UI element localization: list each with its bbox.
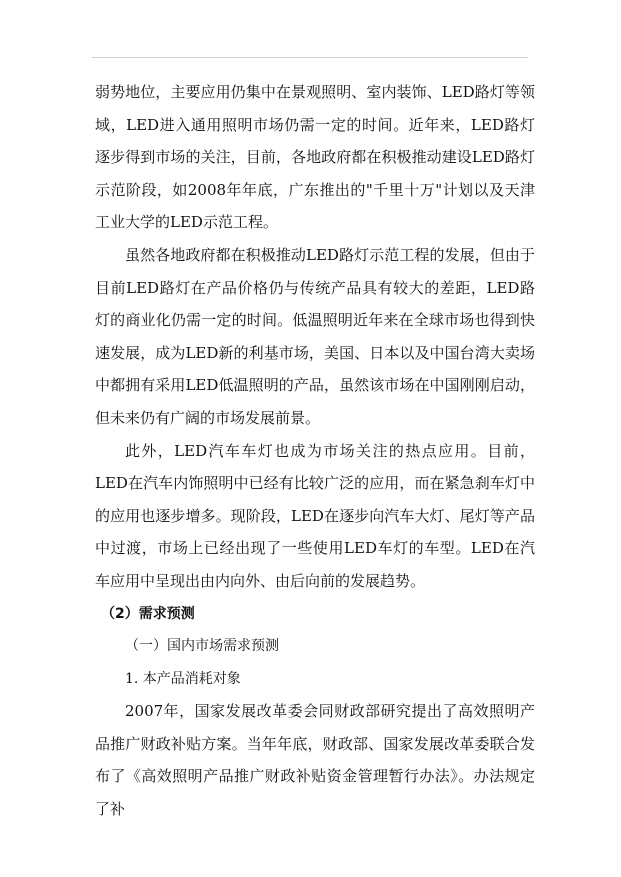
body-text [95, 76, 535, 826]
subheading-consumption-target: 1. 本产品消耗对象 [125, 670, 241, 687]
subheading-domestic-demand: （一）国内市场需求预测 [125, 638, 279, 655]
paragraph-2: 虽然各地政府都在积极推动LED路灯示范工程的发展，但由于目前LED路灯在产品价格仍与传统产品具有较大的差距，LED路灯的商业化仍需一定的时间。低温照明近年来在全球市场也得到快速发展，成为LED新的利基市场，美国、日本以及中国台湾大卖场中都拥有采用LED低温照明的产品，虽然该市场在中国刚刚启动，但未来仍有广阔的市场发展前景。 [95, 245, 535, 427]
header-rule [92, 57, 528, 58]
paragraph-3: 此外，LED汽车车灯也成为市场关注的热点应用。目前，LED在汽车内饰照明中已经有比较广泛的应用，而在紧急刹车灯中的应用也逐步增多。现阶段，LED在逐步向汽车大灯、尾灯等产品中过渡，市场上已经出现了一些使用LED车灯的车型。LED在汽车应用中呈现出由内向外、由后向前的发展趋势。 [95, 441, 535, 590]
paragraph-1: 弱势地位，主要应用仍集中在景观照明、室内装饰、LED路灯等领域，LED进入通用照明市场仍需一定的时间。近年来，LED路灯逐步得到市场的关注，目前，各地政府都在积极推动建设LED路灯示范阶段，如2008年年底，广东推出的"千里十万"计划以及天津工业大学的LED示范工程。 [95, 83, 535, 232]
section-heading: （2）需求预测 [101, 605, 195, 622]
paragraph-4: 2007年，国家发展改革委会同财政部研究提出了高效照明产品推广财政补贴方案。当年年底，财政部、国家发展改革委联合发布了《高效照明产品推广财政补贴资金管理暂行办法》。办法规定了补 [95, 702, 535, 819]
